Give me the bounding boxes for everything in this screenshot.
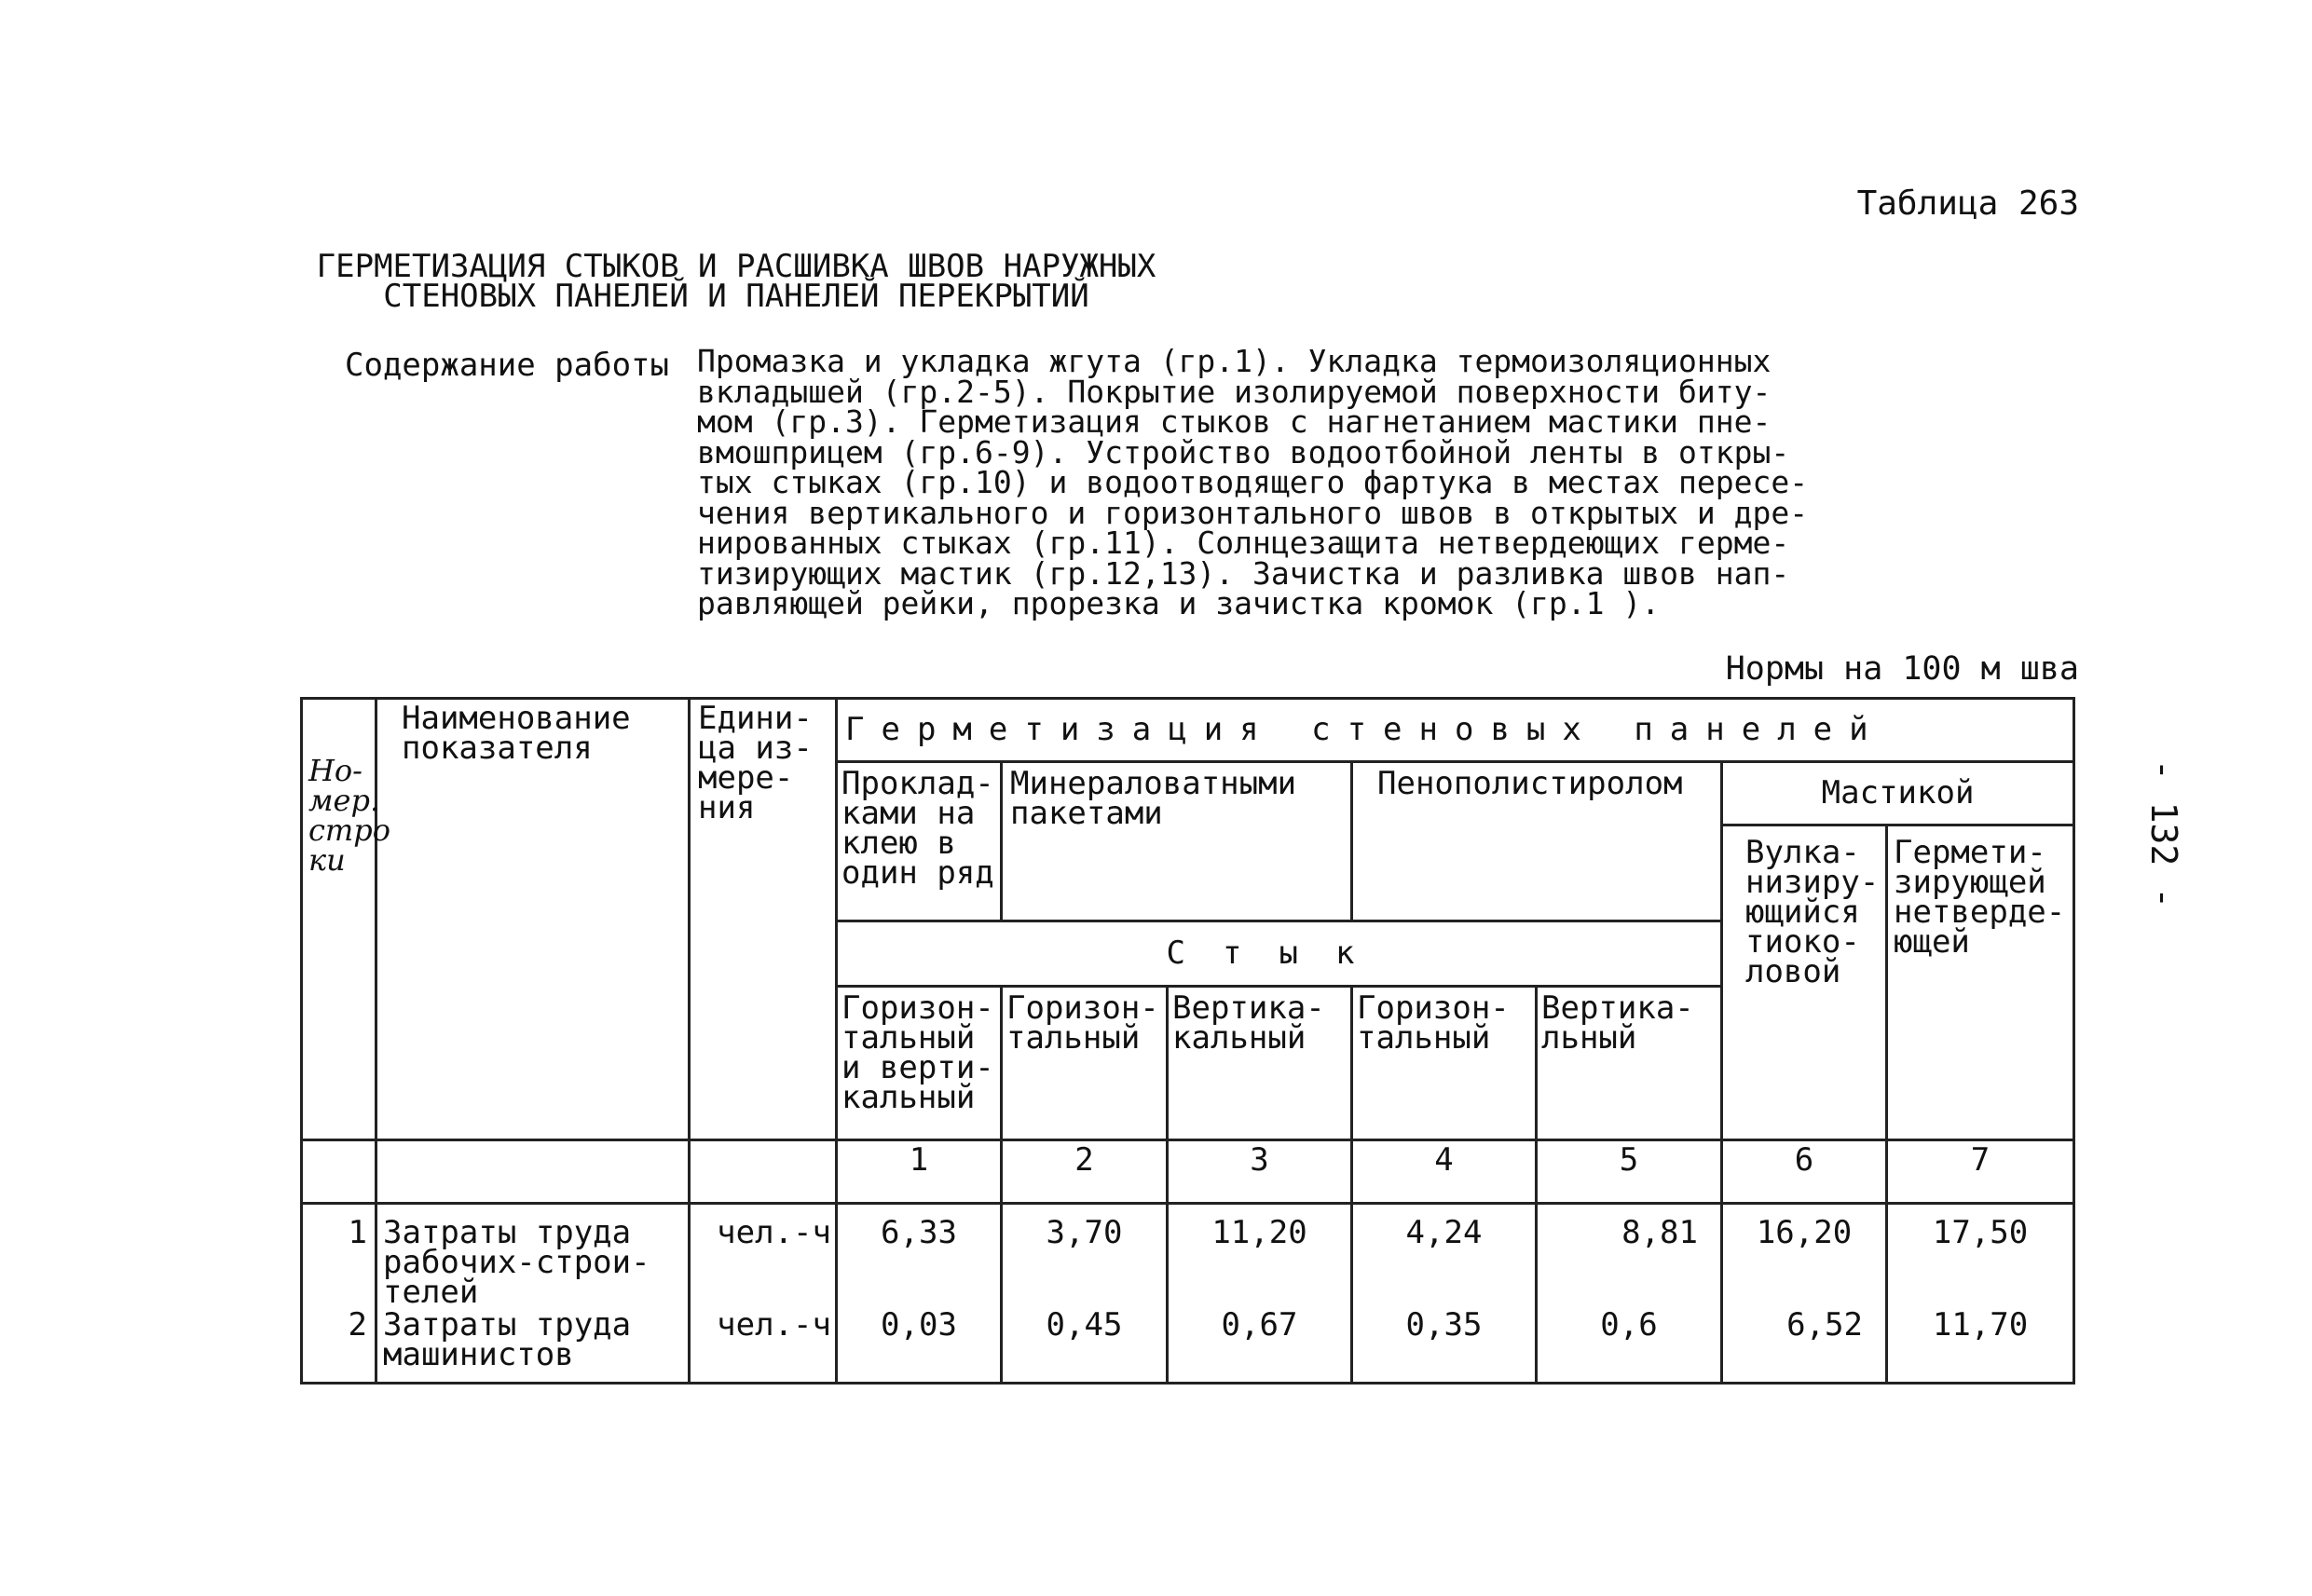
document-title: [0, 248, 1472, 315]
joint-type-2: Горизон- тальный: [1002, 987, 1168, 1140]
cell-value: 11,70: [1887, 1310, 2074, 1383]
cell-value: 16,20: [1722, 1203, 1887, 1310]
column-number: 2: [1002, 1139, 1168, 1203]
indicator-header: Наименование показателя: [376, 699, 690, 1140]
cell-value: 0,03: [837, 1310, 1002, 1383]
row-unit: чел.-ч: [690, 1203, 837, 1310]
cell-value: 6,33: [837, 1203, 1002, 1310]
content-line: мом (гр.3). Герметизация стыков с нагнетанием мастики пне-: [697, 403, 1772, 440]
work-content-label: Содержание работы: [345, 347, 669, 384]
row-name: Затраты труда рабочих-строи- телей: [376, 1203, 690, 1310]
joint-header: Стык: [837, 921, 1722, 986]
content-line: тых стыках (гр.10) и водоотводящего фартука в местах пересе-: [697, 464, 1809, 500]
column-number: 1: [837, 1139, 1002, 1203]
row-name: Затраты труда машинистов: [376, 1310, 690, 1383]
content-line: нированных стыках (гр.11). Солнцезащита нетвердеющих герме-: [697, 525, 1790, 561]
content-line: чения вертикального и горизонтального швов в открытых и дре-: [697, 494, 1809, 531]
mastic-col-6-header: Вулка- низиру- ющийся тиоко- ловой: [1722, 825, 1887, 1139]
cell-value: 6,52: [1722, 1310, 1887, 1383]
table-number-label: Таблица 263: [1856, 184, 2079, 223]
subgroup-mastic: Мастикой: [1722, 761, 2074, 825]
cell-value: 0,45: [1002, 1310, 1168, 1383]
column-number: 7: [1887, 1139, 2074, 1203]
cell-value: 0,67: [1168, 1310, 1352, 1383]
cell-value: 0,35: [1352, 1310, 1537, 1383]
work-content-text: [697, 343, 1815, 621]
mastic-col-7-header: Гермети- зирующей нетверде- ющей: [1887, 825, 2074, 1139]
row-number: 1: [302, 1203, 376, 1310]
title-line-1: ГЕРМЕТИЗАЦИЯ СТЫКОВ И РАСШИВКА ШВОВ НАРУЖНЫХ: [316, 248, 1156, 285]
cell-value: 3,70: [1002, 1203, 1168, 1310]
cell-value: 17,50: [1887, 1203, 2074, 1310]
content-line: Промазка и укладка жгута (гр.1). Укладка термоизоляционных: [697, 343, 1772, 379]
cell-value: 8,81: [1537, 1203, 1722, 1310]
column-number: 4: [1352, 1139, 1537, 1203]
joint-type-3: Вертика- кальный: [1168, 987, 1352, 1140]
unit-header: Едини- ца из- мере- ния: [690, 699, 837, 1140]
row-unit: чел.-ч: [690, 1310, 837, 1383]
subgroup-pads: Проклад- ками на клею в один ряд: [837, 761, 1002, 921]
cell-value: 11,20: [1168, 1203, 1352, 1310]
title-line-2: СТЕНОВЫХ ПАНЕЛЕЙ И ПАНЕЛЕЙ ПЕРЕКРЫТИЙ: [383, 278, 1089, 315]
table-row: [302, 1203, 2074, 1310]
page-number: [2127, 758, 2201, 909]
table-row: [302, 1310, 2074, 1383]
cell-value: 4,24: [1352, 1203, 1537, 1310]
joint-type-1: Горизон- тальный и верти- кальный: [837, 987, 1002, 1140]
column-number: 5: [1537, 1139, 1722, 1203]
content-line: вмошприцем (гр.6-9). Устройство водоотбойной ленты в откры-: [697, 433, 1790, 471]
group-header: Герметизация стеновых панелей: [837, 699, 2074, 762]
subgroup-mineral: Минераловатными пакетами: [1002, 761, 1352, 921]
column-number: 3: [1168, 1139, 1352, 1203]
norms-label: Нормы на 100 м шва: [1725, 650, 2079, 688]
column-number: 6: [1722, 1139, 1887, 1203]
content-line: тизирующих мастик (гр.12,13). Зачистка и разливка швов нап-: [697, 554, 1790, 592]
page-number-text: - 132 -: [2143, 758, 2184, 909]
content-line: вкладышей (гр.2-5). Покрытие изолируемой поверхности биту-: [697, 373, 1772, 410]
content-line: равляющей рейки, прорезка и зачистка кромок (гр.1 ).: [697, 585, 1661, 621]
joint-type-4: Горизон- тальный: [1352, 987, 1537, 1140]
norms-table: [300, 697, 2075, 1385]
joint-type-5: Вертика- льный: [1537, 987, 1722, 1140]
subgroup-foam: Пенополистиролом: [1352, 761, 1722, 921]
row-number-header: Но- мер. стро ки: [302, 699, 376, 1140]
cell-value: 0,6: [1537, 1310, 1722, 1383]
row-number: 2: [302, 1310, 376, 1383]
